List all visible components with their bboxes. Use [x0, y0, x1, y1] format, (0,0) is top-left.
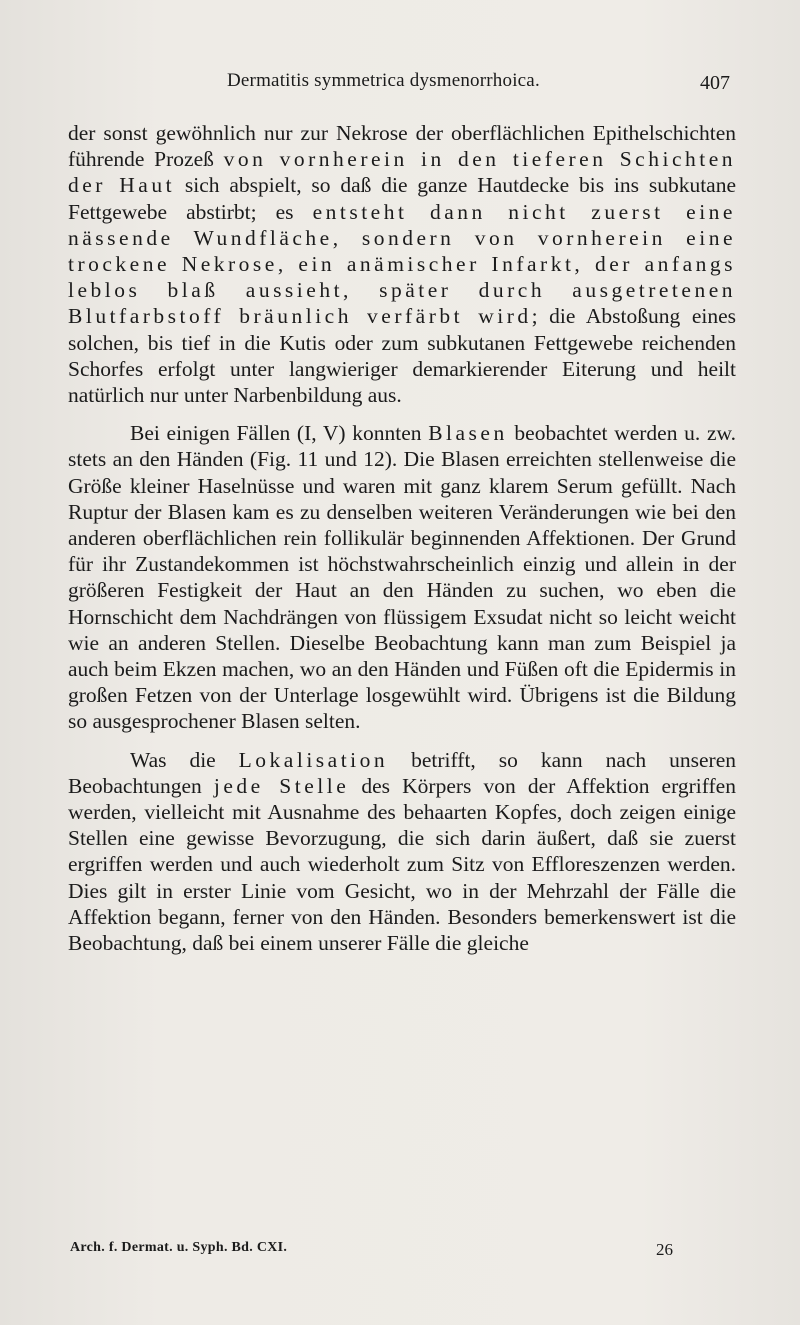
text-run: ; die Abstoßung eines solchen, bis tief in die Kutis oder zum subkutanen Fettgewebe reichenden Schorfes erfolgt unter langwieriger demarkierender Eiterung und heilt natürlich nur unter Narbenbildung aus.	[68, 304, 736, 408]
spaced-emphasis: von vornherein in den tieferen Schichten der Haut	[68, 147, 737, 198]
running-title: Dermatitis symmetrica dysmenorrhoica.	[227, 70, 540, 91]
journal-footer: Arch. f. Dermat. u. Syph. Bd. CXI.	[70, 1240, 288, 1255]
text-run: der sonst gewöhnlich nur zur Nekrose der oberflächlichen Epithelschichten führende Prozeß	[68, 121, 736, 172]
paragraph-3	[68, 747, 736, 957]
paragraph-2	[68, 420, 736, 734]
text-run: Bei einigen Fällen (I, V) konnten	[130, 421, 429, 446]
body-text	[68, 120, 736, 956]
spaced-emphasis: Blasen	[428, 421, 508, 446]
page-number: 407	[700, 72, 730, 94]
spaced-emphasis: entsteht dann nicht zuerst eine nässende Wundfläche, sondern von vornherein eine trockene Nekrose, ein anämischer Infarkt, der anfangs leblos blaß aussieht, später durch ausgetretenen Blutfarbstoff bräunlich verfärbt wird	[68, 199, 736, 329]
text-run: beobachtet werden u. zw. stets an den Händen (Fig. 11 und 12). Die Blasen erreichten stellenweise die Größe kleiner Haselnüsse und waren mit ganz klarem Serum gefüllt. Nach Ruptur der Blasen kam es zu denselben weiteren Veränderungen wie bei den anderen oberflächlichen rein follikulär beginnenden Affektionen. Der Grund für ihr Zustandekommen ist höchstwahrscheinlich einzig und allein in der größeren Festigkeit der Haut an den Händen zu suchen, wo eben die Hornschicht dem Nachdrängen von flüssigem Exsudat nicht so leicht weicht wie an anderen Stellen. Dieselbe Beobachtung kann man zum Beispiel ja auch beim Ekzen machen, wo an den Händen und Füßen oft die Epidermis in großen Fetzen von der Unterlage losgewühlt wird. Übrigens ist die Bildung so ausgesprochener Blasen selten.	[68, 421, 737, 734]
paragraph-1	[68, 120, 736, 408]
spaced-emphasis: jede Stelle	[213, 773, 350, 798]
spaced-emphasis: Lokalisation	[238, 747, 389, 772]
signature-number: 26	[656, 1240, 673, 1259]
text-run: des Körpers von der Affektion ergriffen werden, vielleicht mit Ausnahme des behaarten Kopfes, doch zeigen einige Stellen eine gewisse Bevorzugung, die sich darin äußert, daß sie zuerst ergriffen werden und auch wiederholt zum Sitz von Effloreszenzen werden. Dies gilt in erster Linie vom Gesicht, wo in der Mehrzahl der Fälle die Affektion begann, ferner von den Händen. Besonders bemerkenswert ist die Beobachtung, daß bei einem unserer Fälle die gleiche	[68, 773, 736, 956]
text-run: Was die	[130, 747, 239, 772]
text-run: betrifft, so kann nach unseren Beobachtungen	[68, 747, 736, 798]
text-run: sich abspielt, so daß die ganze Hautdecke bis ins subkutane Fettgewebe abstirbt; es	[68, 173, 737, 224]
